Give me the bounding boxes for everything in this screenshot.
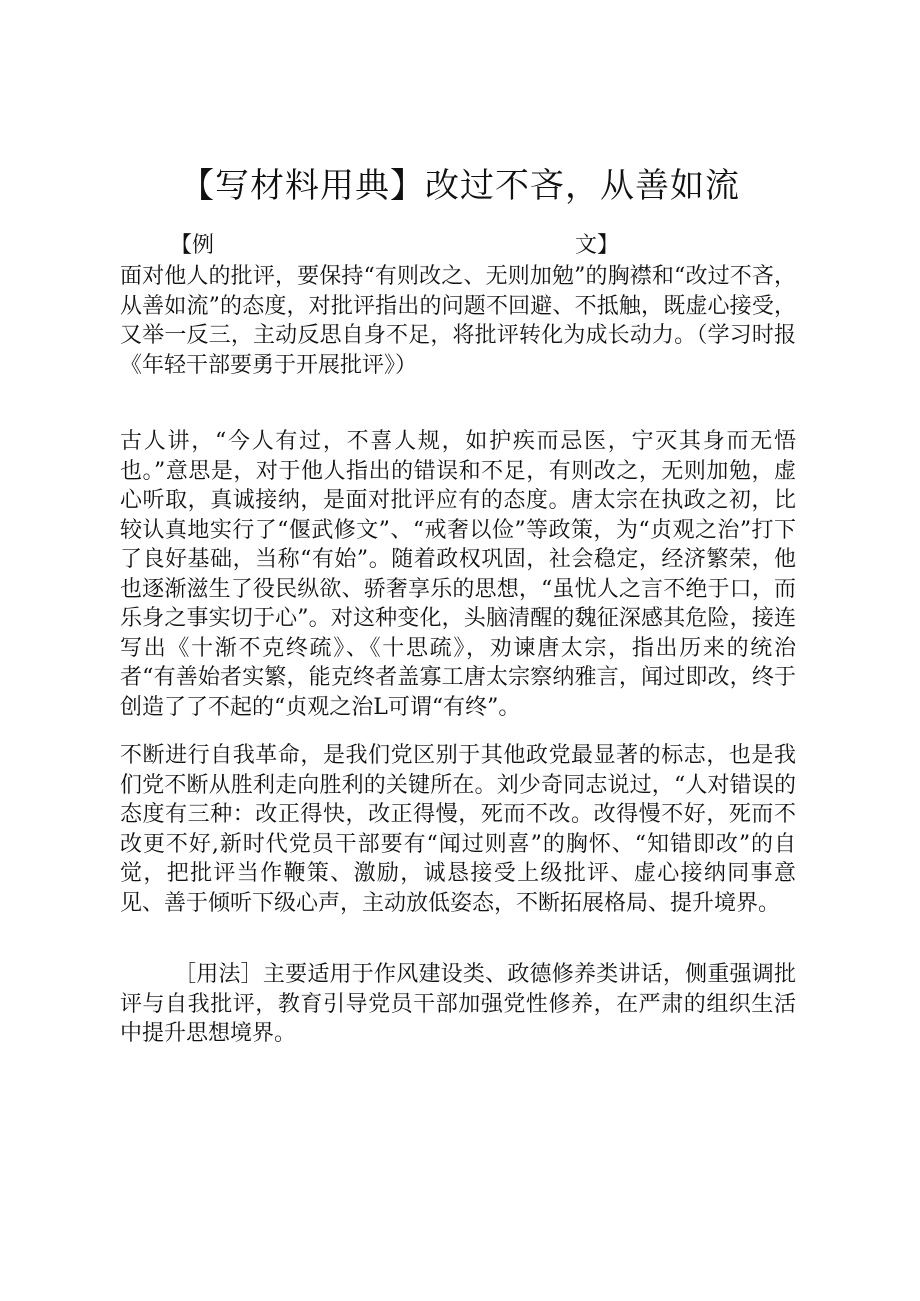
example-paragraph: 面对他人的批评，要保持“有则改之、无则加勉”的胸襟和“改过不吝，从善如流”的态度，对批评指出的问题不回避、不抵触，既虚心接受，又举一反三，主动反思自身不足，将批评转化为成长动力。（学习时报《年轻干部要勇于开展批评》） [120, 264, 796, 378]
example-label-left: 【例 [170, 233, 215, 258]
ancient-saying-paragraph: 古人讲，“今人有过，不喜人规，如护疾而忌医，宁灭其身而无悟也。”意思是，对于他人指出的错误和不足，有则改之，无则加勉，虚心听取，真诚接纳，是面对批评应有的态度。唐太宗在执政之初，比较认真地实行了“偃武修文”、“戒奢以俭”等政策，为“贞观之治”打下了良好基础，当称“有始”。随着政权巩固，社会稳定，经济繁荣，他也逐渐滋生了役民纵欲、骄奢享乐的思想，“虽忧人之言不绝于口，而乐身之事实切于心”。对这种变化，头脑清醒的魏征深感其危险，接连写出《十渐不克终疏》、《十思疏》，劝谏唐太宗，指出历来的统治者“有善始者实繁，能克终者盖寡工唐太宗察纳雅言，闻过即改，终于创造了了不起的“贞观之治L可谓“有终”。 [120, 429, 796, 720]
example-label [120, 230, 800, 262]
usage-paragraph: ［用法］主要适用于作风建设类、政德修养类讲话，侧重强调批评与自我批评，教育引导党员干部加强党性修养，在严肃的组织生活中提升思想境界。 [120, 962, 796, 1046]
document-title: 【写材料用典】改过不吝，从善如流 [180, 166, 740, 206]
example-label-right: 文】 [575, 233, 620, 258]
self-revolution-paragraph: 不断进行自我革命，是我们党区别于其他政党最显著的标志，也是我们党不断从胜利走向胜利的关键所在。刘少奇同志说过，“人对错误的态度有三种：改正得快，改正得慢，死而不改。改得慢不好，死而不改更不好,新时代党员干部要有“闻过则喜”的胸怀、“知错即改”的自觉，把批评当作鞭策、激励，诚恳接受上级批评、虚心接纳同事意见、善于倾听下级心声，主动放低姿态，不断拓展格局、提升境界。 [120, 743, 796, 916]
